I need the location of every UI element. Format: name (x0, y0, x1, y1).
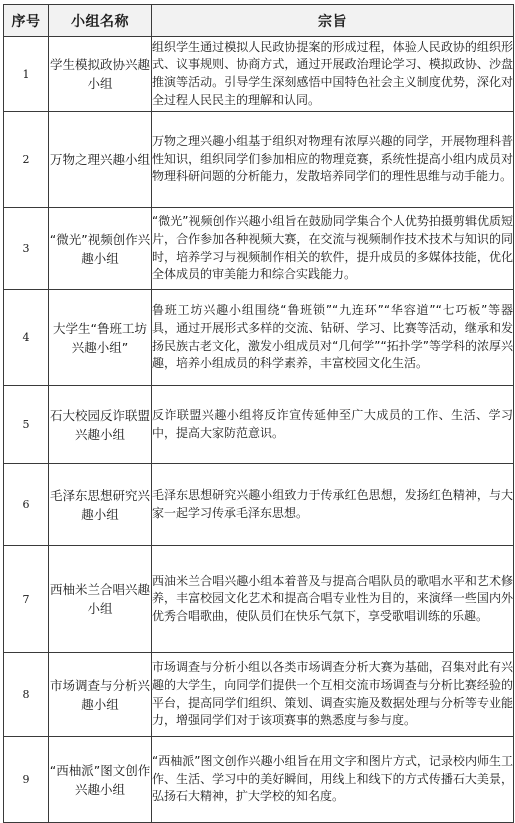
row-number: 6 (4, 464, 49, 546)
group-purpose: “西柚派”图文创作兴趣小组旨在用文字和图片方式，记录校内师生工作、生活、学习中的美好瞬间，用线上和线下的方式传播石大美景，弘扬石大精神，扩大学校的知名度。 (152, 737, 514, 823)
table-row (4, 290, 514, 386)
group-purpose: 市场调查与分析小组以各类市场调查分析大赛为基础，召集对此有兴趣的大学生，向同学们提供一个互相交流市场调查与分析比赛经验的平台，提高同学们组织、策划、调查实施及数据处理与分析等专业能力，增强同学们对于该项赛事的熟悉度与参与度。 (152, 653, 514, 737)
header-row (4, 5, 514, 37)
group-name: 西柚米兰合唱兴趣小组 (49, 546, 152, 653)
header-purpose: 宗旨 (152, 5, 514, 37)
group-name: 市场调查与分析兴趣小组 (49, 653, 152, 737)
header-no: 序号 (4, 5, 49, 37)
table-row (4, 737, 514, 823)
table-row (4, 653, 514, 737)
group-name: 毛泽东思想研究兴趣小组 (49, 464, 152, 546)
group-name: 学生模拟政协兴趣小组 (49, 37, 152, 112)
row-number: 8 (4, 653, 49, 737)
group-purpose: 反诈联盟兴趣小组将反诈宣传延伸至广大成员的工作、生活、学习中，提高大家防范意识。 (152, 386, 514, 464)
group-purpose: 毛泽东思想研究兴趣小组致力于传承红色思想，发扬红色精神，与大家一起学习传承毛泽东思想。 (152, 464, 514, 546)
table-header (4, 5, 514, 37)
group-purpose: 组织学生通过模拟人民政协提案的形成过程，体验人民政协的组织形式、议事规则、协商方式，通过开展政治理论学习、模拟政协、沙盘推演等活动。引导学生深刻感悟中国特色社会主义制度优势，深化对全过程人民民主的理解和认同。 (152, 37, 514, 112)
row-number: 4 (4, 290, 49, 386)
group-name: 万物之理兴趣小组 (49, 112, 152, 208)
group-purpose: 鲁班工坊兴趣小组围绕“鲁班锁”“九连环”“华容道”“七巧板”等器具，通过开展形式多样的交流、钻研、学习、比赛等活动，继承和发扬民族古老文化，激发小组成员对“几何学”“拓扑学”等学科的浓厚兴趣，培养小组成员的科学素养，丰富校园文化生活。 (152, 290, 514, 386)
row-number: 7 (4, 546, 49, 653)
table-row (4, 37, 514, 112)
table-row (4, 464, 514, 546)
row-number: 1 (4, 37, 49, 112)
group-purpose: 万物之理兴趣小组基于组织对物理有浓厚兴趣的同学，开展物理科普性知识，组织同学们参加相应的物理竞赛，系统性提高小组内成员对物理科研问题的分析能力，发散培养同学们的理性思维与动手能力。 (152, 112, 514, 208)
row-number: 3 (4, 208, 49, 290)
group-name: 石大校园反诈联盟兴趣小组 (49, 386, 152, 464)
group-purpose: 西油米兰合唱兴趣小组本着普及与提高合唱队员的歌唱水平和艺术修养，丰富校园文化艺术和提高合唱专业性为目的，来演绎一些国内外优秀合唱歌曲，使队员们在快乐气氛下，享受歌唱训练的乐趣。 (152, 546, 514, 653)
row-number: 2 (4, 112, 49, 208)
table-row (4, 112, 514, 208)
group-name: “西柚派”图文创作兴趣小组 (49, 737, 152, 823)
group-name: “微光”视频创作兴趣小组 (49, 208, 152, 290)
table-row (4, 208, 514, 290)
group-name: 大学生“鲁班工坊兴趣小组” (49, 290, 152, 386)
row-number: 9 (4, 737, 49, 823)
table-row (4, 386, 514, 464)
group-purpose: “微光”视频创作兴趣小组旨在鼓励同学集合个人优势拍摄剪辑优质短片，合作参加各种视频大赛，在交流与视频制作技术技术与知识的同时，培养学习与视频制作相关的软件，提升成员的多媒体技能，优化全体成员的审美能力和综合实践能力。 (152, 208, 514, 290)
header-name: 小组名称 (49, 5, 152, 37)
table-row (4, 546, 514, 653)
row-number: 5 (4, 386, 49, 464)
table-body (4, 37, 514, 823)
interest-groups-table (3, 4, 514, 823)
